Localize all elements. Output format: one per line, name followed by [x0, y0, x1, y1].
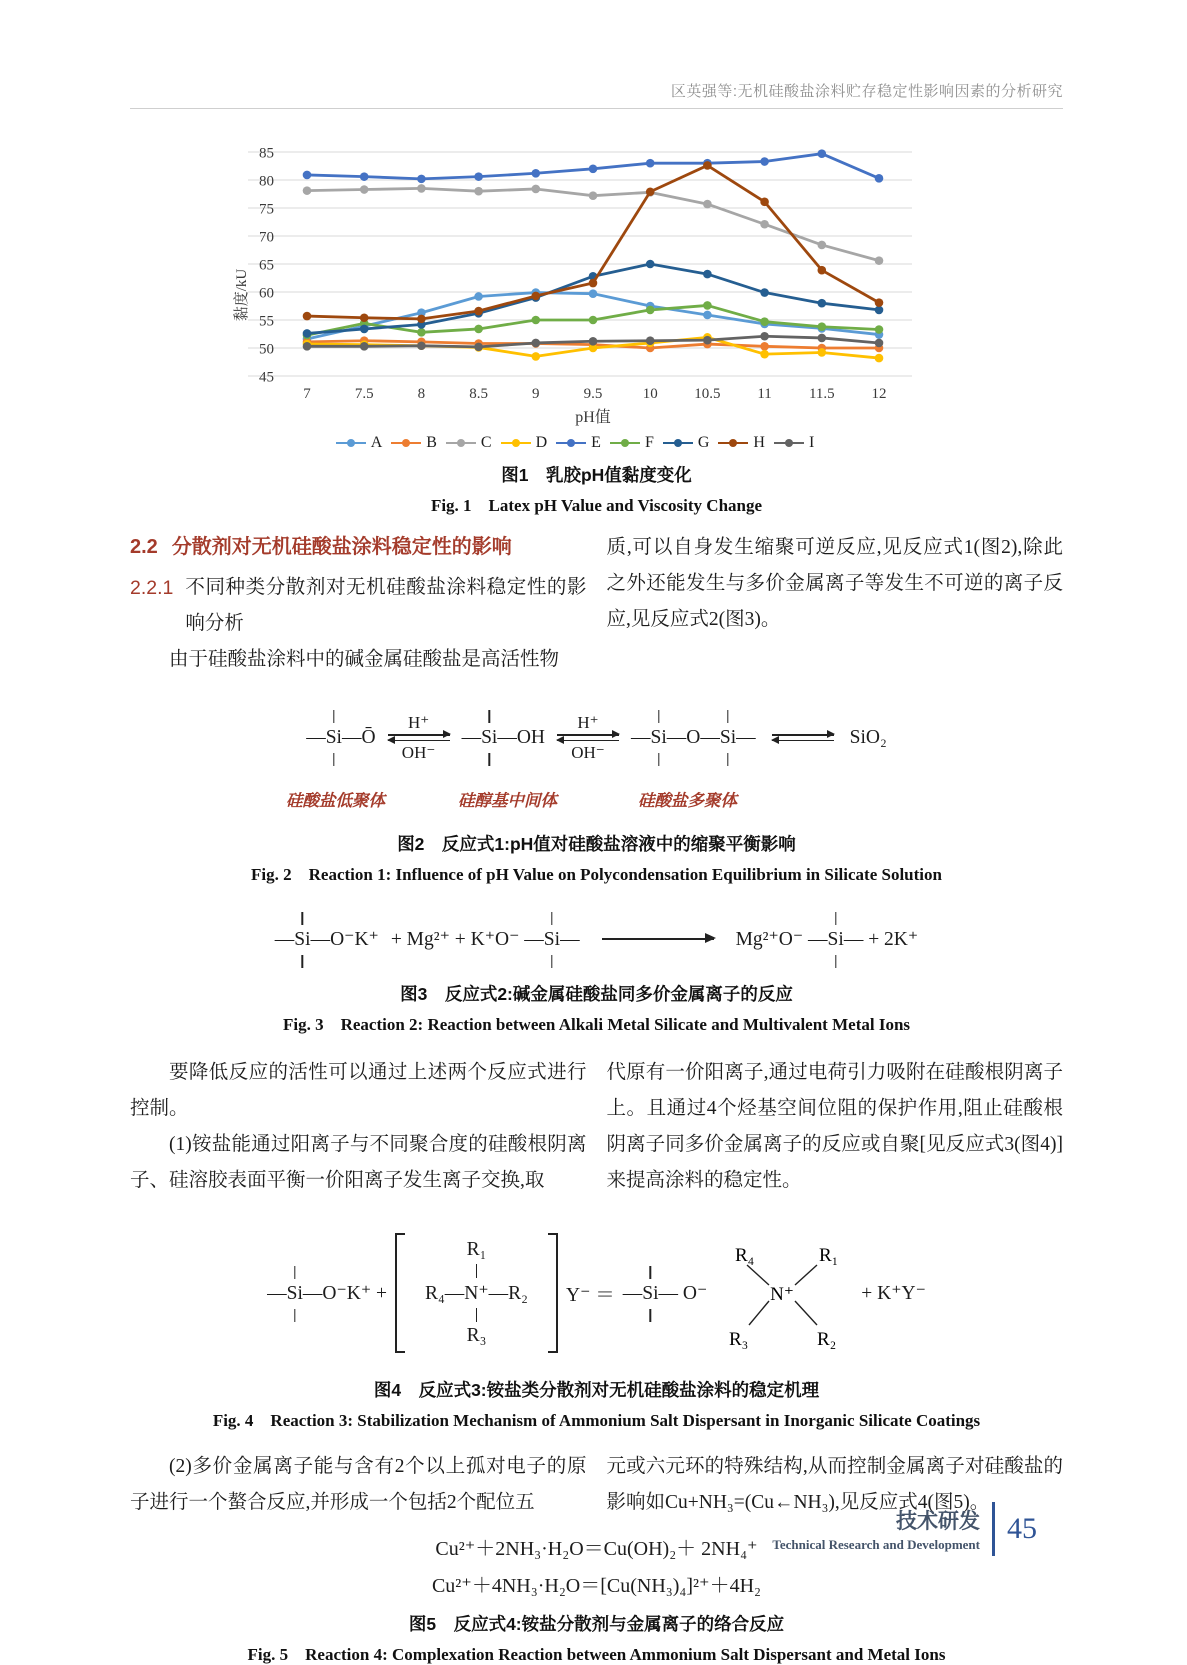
figure-3-caption-en: Fig. 3 Reaction 2: Reaction between Alkali Metal Silicate and Multivalent Metal Ions [282, 1015, 911, 1035]
reaction-1-labels [230, 787, 920, 817]
silicate-oligomer-formula: —Si—Ō [306, 726, 376, 748]
svg-text:75: 75 [259, 201, 274, 218]
reaction-3-formula: —Si—O⁻K⁺ + R₁ R₄—N⁺—R₂ R₃ Y⁻ ＝ —Si— O⁻ R₄ R₁ R₃ R₂ N⁺ + K⁺Y⁻ [130, 1233, 1063, 1353]
paragraph-intro-right: 质,可以自身发生缩聚可逆反应,见反应式1(图2),除此之外还能发生与多价金属离子等发生不可逆的离子反应,见反应式2(图3)。 [606, 537, 1063, 630]
legend-item-F [610, 434, 654, 452]
equation-1: Cu²⁺＋2NH₃·H₂O＝Cu(OH)₂＋ 2NH₄⁺ [435, 1538, 758, 1561]
legend-marker [774, 442, 804, 445]
legend-label: F [644, 434, 654, 451]
si-atom: Si [481, 726, 498, 748]
legend-marker [556, 442, 586, 445]
svg-text:45: 45 [259, 369, 274, 386]
figure-1-caption-en: Fig. 1 Latex pH Value and Viscosity Change [430, 496, 763, 515]
figure-1-chart [230, 135, 920, 432]
svg-text:50: 50 [259, 341, 274, 358]
section-title: 分散剂对无机硅酸盐涂料稳定性的影响 [171, 536, 512, 558]
sio2-formula: SiO₂ [849, 726, 887, 748]
svg-text:11.5: 11.5 [808, 386, 835, 402]
running-header: 区英强等:无机硅酸盐涂料贮存稳定性影响因素的分析研究 [670, 83, 1063, 100]
chart-x-axis-label: pH值 [575, 409, 611, 426]
legend-item-A [336, 434, 383, 452]
label-oligomer: 硅酸盐低聚体 [286, 791, 385, 811]
svg-text:70: 70 [259, 229, 274, 246]
reaction-1-formula [130, 714, 1063, 761]
chart-y-axis-label: 黏度/kU [234, 268, 250, 322]
svg-text:12: 12 [871, 386, 887, 402]
legend-marker [663, 442, 693, 445]
svg-text:R₄: R₄ [735, 1245, 755, 1267]
equilibrium-arrow-2: H⁺ OH⁻ [557, 714, 619, 761]
legend-marker [446, 442, 476, 445]
svg-text:N⁺: N⁺ [770, 1284, 795, 1306]
legend-item-B [391, 434, 437, 452]
svg-text:10.5: 10.5 [694, 386, 721, 402]
svg-text:65: 65 [259, 257, 274, 274]
svg-text:11: 11 [757, 386, 772, 402]
footer-section-en: Technical Research and Development [772, 1537, 980, 1552]
si-atom: Si [650, 726, 667, 748]
quaternary-ammonium: R₁ R₄—N⁺—R₂ R₃ [425, 1239, 528, 1347]
right-column [607, 1055, 1064, 1199]
legend-label: G [697, 434, 710, 451]
text-columns-2 [130, 1055, 1063, 1199]
legend-marker [718, 442, 748, 445]
figure-2-caption-cn: 图2 反应式1:pH值对硅酸盐溶液中的缩聚平衡影响 [397, 834, 796, 855]
paragraph-intro-left: 由于硅酸盐涂料中的碱金属硅酸盐是高活性物 [169, 649, 560, 670]
svg-text:10: 10 [642, 386, 658, 402]
si-atom: Si [286, 1283, 303, 1305]
legend-marker [501, 442, 531, 445]
chart-series [303, 149, 884, 362]
page-footer [772, 1502, 1037, 1556]
legend-label: A [370, 434, 383, 451]
left-column [130, 530, 587, 678]
silanol-formula: —Si—OH [461, 726, 545, 748]
line-chart [230, 135, 920, 427]
chart-legend [230, 434, 920, 452]
reaction-arrow [602, 938, 714, 940]
legend-label: C [480, 434, 492, 451]
svg-text:9.5: 9.5 [583, 386, 603, 402]
header-rule [130, 108, 1063, 109]
svg-text:8.5: 8.5 [469, 386, 488, 402]
svg-text:8: 8 [417, 386, 426, 402]
svg-text:R₃: R₃ [729, 1329, 749, 1351]
svg-text:7.5: 7.5 [354, 386, 374, 402]
figure-4-caption-en: Fig. 4 Reaction 3: Stabilization Mechanism of Ammonium Salt Dispersant in Inorganic Silicate Coatings [212, 1411, 981, 1431]
paragraph-control: 要降低反应的活性可以通过上述两个反应式进行控制。 [130, 1062, 587, 1120]
subsection-number: 2.2.1 [130, 577, 174, 599]
si-atom: Si [543, 929, 561, 951]
svg-text:7: 7 [303, 386, 311, 402]
page-number: 45 [1007, 1512, 1037, 1545]
equation-2: Cu²⁺＋4NH₃·H₂O＝[Cu(NH₃)₄]²⁺＋4H₂ [431, 1575, 762, 1598]
figure-4-caption-cn: 图4 反应式3:铵盐类分散剂对无机硅酸盐涂料的稳定机理 [373, 1380, 820, 1401]
legend-item-C [446, 434, 492, 452]
equilibrium-arrow-1: H⁺ OH⁻ [388, 714, 450, 761]
legend-marker [391, 442, 421, 445]
legend-item-D [501, 434, 548, 452]
text-columns-1 [130, 530, 1063, 678]
figure-1-caption-cn: 图1 乳胶pH值黏度变化 [501, 465, 692, 485]
paragraph-item1-right: 代原有一价阳离子,通过电荷引力吸附在硅酸根阴离子上。且通过4个烃基空间位阻的保护作用,阻止硅酸根阴离子同多价金属离子的反应或自聚[见反应式3(图4)]来提高涂料的稳定性。 [606, 1062, 1063, 1192]
paragraph-item2-right: 元或六元环的特殊结构,从而控制金属离子对硅酸盐的影响如Cu+NH₃=(Cu←NH₃),见反应式4(图5)。 [606, 1456, 1063, 1514]
chart-x-ticks [303, 386, 886, 402]
svg-text:60: 60 [259, 285, 274, 302]
left-column [130, 1449, 587, 1521]
right-bracket [548, 1233, 558, 1353]
legend-marker [610, 442, 640, 445]
paragraph-item2-left: (2)多价金属离子能与含有2个以上孤对电子的原子进行一个螯合反应,并形成一个包括2个配位五 [130, 1456, 587, 1514]
label-polymer: 硅酸盐多聚体 [638, 791, 737, 811]
section-2-2-1-heading [130, 570, 587, 642]
svg-text:9: 9 [532, 386, 540, 402]
paragraph-item1-left: (1)铵盐能通过阳离子与不同聚合度的硅酸根阴离子、硅溶胶表面平衡一价阳离子发生离子交换,取 [130, 1134, 587, 1192]
legend-item-I [774, 434, 814, 452]
figure-3-caption-cn: 图3 反应式2:碱金属硅酸盐同多价金属离子的反应 [400, 984, 793, 1005]
figure-5-caption-en: Fig. 5 Reaction 4: Complexation Reaction between Ammonium Salt Dispersant and Metal Ions [247, 1645, 946, 1665]
right-column [607, 530, 1064, 678]
svg-text:R₂: R₂ [817, 1329, 837, 1351]
equilibrium-arrow-3 [772, 734, 834, 741]
legend-item-E [556, 434, 601, 452]
si-atom: Si [719, 726, 737, 748]
legend-label: E [591, 434, 601, 451]
siloxane-formula: —Si—O—Si— [631, 726, 756, 748]
legend-item-G [663, 434, 710, 452]
legend-label: H [753, 434, 765, 451]
legend-label: D [535, 434, 548, 451]
chart-y-ticks [259, 146, 274, 386]
section-2-2-heading [130, 530, 587, 564]
figure-5-caption-cn: 图5 反应式4:铵盐分散剂与金属离子的络合反应 [408, 1614, 785, 1635]
left-bracket [395, 1233, 405, 1353]
ammonium-cross-structure [715, 1235, 853, 1351]
footer-divider [992, 1502, 995, 1556]
legend-item-H [718, 434, 765, 452]
label-silanol-intermediate: 硅醇基中间体 [458, 791, 557, 811]
legend-marker [336, 442, 366, 445]
footer-section-cn: 技术研发 [896, 1510, 980, 1533]
figure-2-caption-en: Fig. 2 Reaction 1: Influence of pH Value on Polycondensation Equilibrium in Silicate Solution [251, 865, 942, 885]
svg-text:80: 80 [259, 173, 274, 190]
svg-text:85: 85 [259, 145, 274, 162]
legend-label: B [426, 434, 437, 451]
svg-text:55: 55 [259, 313, 274, 330]
si-atom: Si [827, 929, 844, 951]
subsection-title: 不同种类分散剂对无机硅酸盐涂料稳定性的影响分析 [185, 577, 587, 634]
svg-text:R₁: R₁ [819, 1245, 839, 1267]
si-atom: Si [294, 929, 311, 951]
si-atom: Si [325, 726, 342, 748]
section-number: 2.2 [130, 536, 158, 558]
left-column [130, 1055, 587, 1199]
si-atom: Si [642, 1283, 659, 1305]
reaction-2-formula: —Si—O⁻K⁺ + Mg²⁺ + K⁺O⁻ —Si— Mg²⁺O⁻ —Si— + 2K⁺ [274, 929, 919, 951]
legend-label: I [808, 434, 815, 451]
